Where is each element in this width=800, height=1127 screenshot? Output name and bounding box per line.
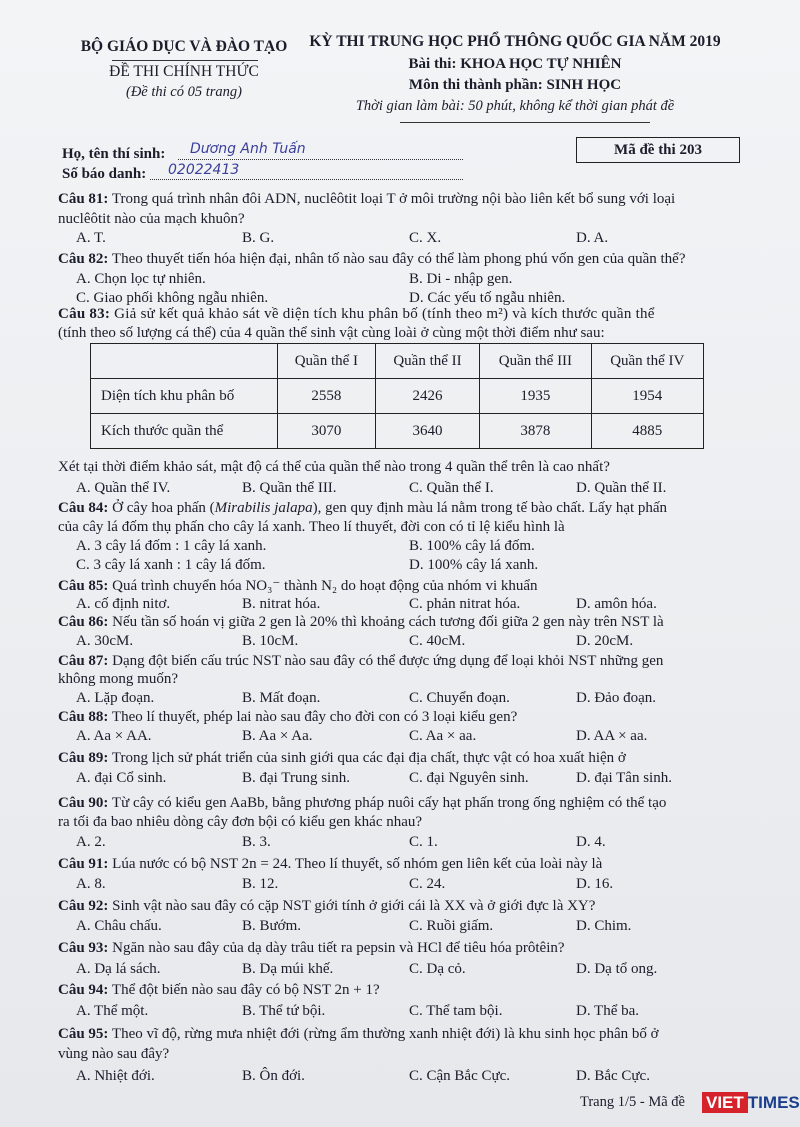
exam-code-badge: Mã đề thi 203: [576, 137, 740, 163]
table-row: [91, 414, 704, 449]
question-87: Câu 87: Dạng đột biến cấu trúc NST nào sau đây có thể được ứng dụng để loại khỏi NST những gen: [58, 653, 664, 669]
option-c: C. 40cM.: [409, 633, 466, 649]
option-c: C. Quần thể I.: [409, 480, 494, 496]
option-d: D. 20cM.: [576, 633, 634, 649]
table-header: Quần thể IV: [591, 344, 703, 379]
option-c: C. 3 cây lá xanh : 1 cây lá đốm.: [76, 557, 266, 573]
option-c: C. Ruồi giấm.: [409, 918, 494, 934]
question-83-ask: Xét tại thời điểm khảo sát, mật độ cá thể của quần thể nào trong 4 quần thể trên là cao nhất?: [58, 459, 610, 475]
option-d: D. amôn hóa.: [576, 596, 657, 612]
row-label: Diện tích khu phân bố: [91, 379, 278, 414]
table-cell: 3640: [375, 414, 480, 449]
option-b: B. đại Trung sinh.: [242, 770, 350, 786]
option-c: C. Chuyển đoạn.: [409, 690, 510, 706]
option-a: A. Quần thể IV.: [76, 480, 171, 496]
header-divider-right: [400, 122, 650, 123]
table-cell: 3070: [278, 414, 376, 449]
option-a: A. Aa × AA.: [76, 728, 152, 744]
option-a: A. T.: [76, 230, 106, 246]
option-b: B. Mất đoạn.: [242, 690, 321, 706]
option-c: C. Aa × aa.: [409, 728, 477, 744]
option-d: D. Dạ tổ ong.: [576, 961, 658, 977]
option-d: D. Đảo đoạn.: [576, 690, 656, 706]
official-label: ĐỀ THI CHÍNH THỨC: [109, 63, 259, 80]
exam-time: Thời gian làm bài: 50 phút, không kể thời gian phát đề: [355, 98, 675, 114]
table-header: Quần thể I: [278, 344, 376, 379]
option-d: D. Các yếu tố ngẫu nhiên.: [409, 290, 566, 306]
option-b: B. Quần thể III.: [242, 480, 337, 496]
option-c: C. Giao phối không ngẫu nhiên.: [76, 290, 269, 306]
option-d: D. đại Tân sinh.: [576, 770, 672, 786]
option-d: D. Bắc Cực.: [576, 1068, 650, 1084]
option-b: B. Thể tứ bội.: [242, 1003, 326, 1019]
option-c: C. X.: [409, 230, 442, 246]
option-b: B. 10cM.: [242, 633, 299, 649]
question-86: Câu 86: Nếu tần số hoán vị giữa 2 gen là 20% thì khoảng cách tương đối giữa 2 gen này trên NST là: [58, 614, 664, 630]
option-c: C. 24.: [409, 876, 446, 892]
option-d: D. Thể ba.: [576, 1003, 640, 1019]
option-b: B. Bướm.: [242, 918, 301, 934]
option-a: A. Thể một.: [76, 1003, 149, 1019]
option-a: A. Dạ lá sách.: [76, 961, 161, 977]
question-87-cont: không mong muốn?: [58, 671, 178, 687]
question-81-cont: nuclêôtit nào của mạch khuôn?: [58, 211, 245, 227]
option-a: A. Chọn lọc tự nhiên.: [76, 271, 206, 287]
option-a: A. Lặp đoạn.: [76, 690, 155, 706]
sbd-handwritten: 02022413: [168, 162, 240, 178]
option-b: B. G.: [242, 230, 275, 246]
option-b: B. Dạ múi khế.: [242, 961, 334, 977]
option-b: B. 3.: [242, 834, 271, 850]
option-a: A. 2.: [76, 834, 106, 850]
viettimes-logo: VIET TIMES: [702, 1093, 800, 1113]
population-table: [90, 343, 704, 449]
question-84: Câu 84: Ở cây hoa phấn (Mirabilis jalapa), gen quy định màu lá nằm trong tế bào chất. Lấy hạt phấn: [58, 500, 668, 516]
subject-name: Môn thi thành phần: SINH HỌC: [408, 77, 622, 93]
question-82: Câu 82: Theo thuyết tiến hóa hiện đại, nhân tố nào sau đây có thể làm phong phú vốn gen của quần thể?: [58, 251, 686, 267]
question-84-cont: của cây lá đốm thụ phấn cho cây lá xanh. Theo lí thuyết, đời con có tỉ lệ kiểu hình là: [58, 519, 565, 535]
question-93: Câu 93: Ngăn nào sau đây của dạ dày trâu tiết ra pepsin và HCl để tiêu hóa prôtêin?: [58, 940, 565, 956]
page-footer: Trang 1/5 - Mã đề: [580, 1094, 685, 1110]
table-cell: 2558: [278, 379, 376, 414]
subject-group: Bài thi: KHOA HỌC TỰ NHIÊN: [408, 56, 622, 72]
table-header-row: [91, 344, 704, 379]
option-b: B. Di - nhập gen.: [409, 271, 513, 287]
option-c: C. Dạ cỏ.: [409, 961, 466, 977]
question-90-cont: ra tối đa bao nhiêu dòng cây đơn bội có kiểu gen khác nhau?: [58, 814, 423, 830]
candidate-name-handwritten: Dương Anh Tuấn: [190, 141, 306, 157]
option-b: B. Ôn đới.: [242, 1068, 305, 1084]
option-b: B. 100% cây lá đốm.: [409, 538, 535, 554]
option-a: A. cố định nitơ.: [76, 596, 171, 612]
option-b: B. Aa × Aa.: [242, 728, 313, 744]
row-label: Kích thước quần thể: [91, 414, 278, 449]
candidate-name-label: Họ, tên thí sinh:: [62, 146, 166, 162]
question-92: Câu 92: Sinh vật nào sau đây có cặp NST giới tính ở giới cái là XX và ở giới đực là XY?: [58, 898, 596, 914]
option-d: D. AA × aa.: [576, 728, 648, 744]
table-cell: 1935: [480, 379, 591, 414]
option-a: A. 30cM.: [76, 633, 134, 649]
option-a: A. Nhiệt đới.: [76, 1068, 155, 1084]
question-95: Câu 95: Theo vĩ độ, rừng mưa nhiệt đới (rừng ẩm thường xanh nhiệt đới) là khu sinh học phân bố ở: [58, 1026, 659, 1042]
option-d: D. Chim.: [576, 918, 632, 934]
table-corner: [91, 344, 278, 379]
option-a: A. 8.: [76, 876, 106, 892]
table-cell: 1954: [591, 379, 703, 414]
option-c: C. Cận Bắc Cực.: [409, 1068, 511, 1084]
option-a: A. Châu chấu.: [76, 918, 162, 934]
option-d: D. 100% cây lá xanh.: [409, 557, 539, 573]
option-d: D. 4.: [576, 834, 606, 850]
option-c: C. Thể tam bội.: [409, 1003, 503, 1019]
option-a: A. đại Cổ sinh.: [76, 770, 167, 786]
option-d: D. A.: [576, 230, 609, 246]
question-88: Câu 88: Theo lí thuyết, phép lai nào sau đây cho đời con có 3 loại kiểu gen?: [58, 709, 518, 725]
option-c: C. 1.: [409, 834, 438, 850]
question-81: Câu 81: Trong quá trình nhân đôi ADN, nuclêôtit loại T ở môi trường nội bào liên kết bổ sung với loại: [58, 191, 676, 207]
question-85: Câu 85: Quá trình chuyển hóa NO₃⁻ thành N₂ do hoạt động của nhóm vi khuẩn: [58, 578, 538, 594]
ministry-name: BỘ GIÁO DỤC VÀ ĐÀO TẠO: [80, 38, 288, 55]
question-94: Câu 94: Thể đột biến nào sau đây có bộ NST 2n + 1?: [58, 982, 380, 998]
table-header: Quần thể II: [375, 344, 480, 379]
option-b: B. 12.: [242, 876, 279, 892]
option-c: C. đại Nguyên sinh.: [409, 770, 529, 786]
table-row: [91, 379, 704, 414]
question-89: Câu 89: Trong lịch sử phát triển của sinh giới qua các đại địa chất, thực vật có hoa xuất hiện ở: [58, 750, 626, 766]
question-90: Câu 90: Từ cây có kiểu gen AaBb, bằng phương pháp nuôi cấy hạt phấn trong ống nghiệm có thể tạo: [58, 795, 667, 811]
option-c: C. phản nitrat hóa.: [409, 596, 521, 612]
option-d: D. Quần thể II.: [576, 480, 667, 496]
question-83-cont: (tính theo số lượng cá thể) của 4 quần thể sinh vật cùng loài ở cùng một thời điểm như sau:: [58, 325, 605, 341]
question-83: Câu 83: Giả sử kết quả khảo sát về diện tích khu phân bố (tính theo m²) và kích thước quần thể: [58, 306, 655, 322]
question-95-cont: vùng nào sau đây?: [58, 1046, 170, 1062]
page-count: (Đề thi có 05 trang): [126, 84, 242, 100]
table-cell: 2426: [375, 379, 480, 414]
table-header: Quần thể III: [480, 344, 591, 379]
question-91: Câu 91: Lúa nước có bộ NST 2n = 24. Theo lí thuyết, số nhóm gen liên kết của loài này là: [58, 856, 603, 872]
option-d: D. 16.: [576, 876, 614, 892]
table-cell: 4885: [591, 414, 703, 449]
header-divider-left: [112, 60, 258, 61]
sbd-label: Số báo danh:: [62, 166, 147, 182]
option-a: A. 3 cây lá đốm : 1 cây lá xanh.: [76, 538, 267, 554]
table-cell: 3878: [480, 414, 591, 449]
option-b: B. nitrat hóa.: [242, 596, 321, 612]
exam-title: KỲ THI TRUNG HỌC PHỔ THÔNG QUỐC GIA NĂM 2019: [309, 33, 721, 50]
